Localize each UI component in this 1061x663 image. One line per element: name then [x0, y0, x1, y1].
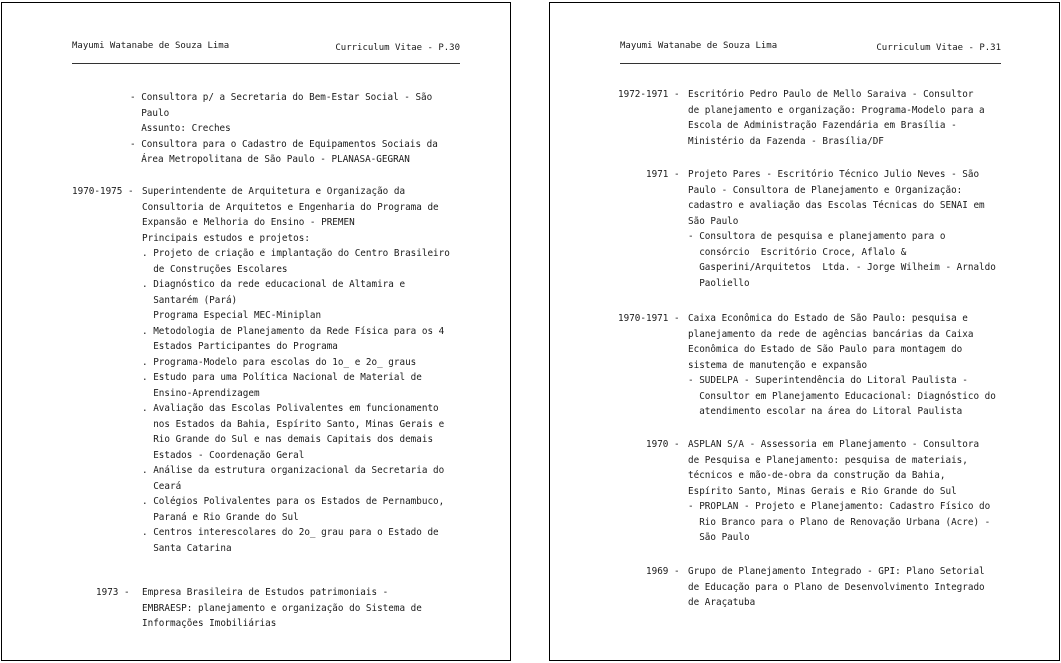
page-title: Curriculum Vitae - P.30 — [335, 43, 460, 53]
entry-line: - PROPLAN - Projeto e Planejamento: Cadastro Físico do — [688, 501, 991, 512]
entry-text — [142, 585, 422, 632]
entry-line: ASPLAN S/A - Assessoria em Planejamento - Consultora — [688, 439, 980, 450]
entry-date: 1970-1975 - — [72, 186, 134, 197]
entry-text — [142, 184, 450, 556]
entry-line: Paulo - Consultora de Planejamento e Organização: — [688, 184, 963, 196]
entry-line: Consultor em Planejamento Educacional: Diagnóstico do — [688, 390, 996, 402]
entry-line: Informações Imobiliárias — [142, 618, 277, 629]
entry-line: Superintendente de Arquitetura e Organização da — [142, 186, 406, 197]
author-name: Mayumi Watanabe de Souza Lima — [620, 41, 778, 51]
entry-text — [688, 311, 996, 420]
entry-line: Projeto Pares - Escritório Técnico Julio Neves - São — [688, 169, 980, 180]
entry-line: Paraná e Rio Grande do Sul — [142, 511, 299, 523]
entry-line: Rio Branco para o Plano de Renovação Urbana (Acre) - — [688, 516, 991, 528]
author-name: Mayumi Watanabe de Souza Lima — [72, 41, 230, 51]
entry-line: Ensino-Aprendizagem — [142, 387, 260, 399]
page-title: Curriculum Vitae - P.31 — [876, 43, 1001, 53]
entry-line: Expansão e Melhoria do Ensino - PREMEN — [142, 217, 355, 228]
entry-line: . Colégios Polivalentes para os Estados de Pernambuco, — [142, 496, 445, 507]
entry-line: . Avaliação das Escolas Polivalentes em funcionamento — [142, 403, 439, 414]
entry-line: - SUDELPA - Superintendência do Litoral Paulista - — [688, 375, 968, 386]
entry-text — [688, 87, 985, 149]
header-rule — [620, 63, 1001, 64]
entry-line: de Pesquisa e Planejamento: pesquisa de materiais, — [688, 454, 968, 466]
entry-line: . Análise da estrutura organizacional da Secretaria do — [142, 465, 445, 476]
entry-line: Estados - Coordenação Geral — [142, 449, 305, 461]
entry-line: planejamento da rede de agências bancárias da Caixa — [688, 328, 974, 340]
entry-line: Área Metropolitana de São Paulo - PLANASA-GEGRAN — [130, 154, 410, 165]
entry-line: Estados Participantes do Programa — [142, 341, 338, 352]
entry-line: de Araçatuba — [688, 597, 756, 608]
entry-line: . Projeto de criação e implantação do Centro Brasileiro — [142, 248, 450, 259]
entry-line: . Diagnóstico da rede educacional de Altamira e — [142, 279, 406, 290]
entry-line: . Metodologia de Planejamento da Rede Física para os 4 — [142, 325, 445, 337]
entry-line: . Programa-Modelo para escolas do 1o_ e 2o_ graus — [142, 356, 417, 368]
entry-line: sistema de manutenção e expansão — [688, 359, 868, 371]
entry-line: Empresa Brasileira de Estudos patrimoniais - — [142, 587, 389, 598]
entry-line: cadastro e avaliação das Escolas Técnicas do SENAI em — [688, 200, 985, 211]
entry-line: Escola de Administração Fazendária em Brasília - — [688, 120, 957, 131]
entry-line: Paulo — [130, 107, 170, 119]
entry-line: Grupo de Planejamento Integrado - GPI: Plano Setorial — [688, 566, 985, 577]
entry-line: Paoliello — [688, 277, 750, 289]
entry-text — [688, 564, 985, 611]
header-rule — [72, 63, 460, 64]
entry-line: . Estudo para uma Política Nacional de Material de — [142, 372, 422, 383]
entry-line: São Paulo — [688, 532, 750, 543]
entry-line: consórcio Escritório Croce, Aflalo & — [688, 246, 907, 258]
entry-line: - Consultora para o Cadastro de Equipamentos Sociais da — [130, 138, 438, 150]
page-header — [72, 41, 460, 57]
entry-line: Econômica do Estado de São Paulo para montagem do — [688, 344, 963, 355]
entry-line: atendimento escolar na área do Litoral Paulista — [688, 406, 963, 417]
entry-line: EMBRAESP: planejamento e organização do Sistema de — [142, 602, 422, 614]
entry-text — [688, 167, 996, 291]
entry-line: Ceará — [142, 480, 182, 492]
page-header — [620, 41, 1001, 57]
entry-line: Espírito Santo, Minas Gerais e Rio Grande do Sul — [688, 485, 957, 497]
entry-line: - Consultora p/ a Secretaria do Bem-Estar Social - São — [130, 92, 433, 103]
entry-line: . Centros interescolares do 2o_ grau para o Estado de — [142, 527, 439, 538]
entry-line: Ministério da Fazenda - Brasília/DF — [688, 135, 884, 147]
entry-line: de Construções Escolares — [142, 263, 288, 275]
entry-line: Assunto: Creches — [130, 123, 231, 134]
entry-date: 1970-1971 - — [618, 313, 680, 324]
entry-line: de Educação para o Plano de Desenvolvimento Integrado — [688, 581, 985, 593]
entry-line: - Consultora de pesquisa e planejamento para o — [688, 231, 946, 242]
entry-text — [130, 90, 438, 168]
entry-line: Escritório Pedro Paulo de Mello Saraiva - Consultor — [688, 89, 974, 100]
entry-date: 1973 - — [96, 587, 130, 598]
entry-line: Santarém (Pará) — [142, 294, 238, 306]
entry-line: Consultoria de Arquitetos e Engenharia do Programa de — [142, 201, 439, 213]
entry-line: Principais estudos e projetos: — [142, 232, 310, 244]
entry-line: de planejamento e organização: Programa-Modelo para a — [688, 104, 985, 116]
entry-line: Santa Catarina — [142, 542, 232, 554]
entry-line: nos Estados da Bahia, Espírito Santo, Minas Gerais e — [142, 418, 445, 430]
entry-date: 1971 - — [646, 169, 680, 180]
entry-line: São Paulo — [688, 215, 739, 227]
entry-line: Caixa Econômica do Estado de São Paulo: pesquisa e — [688, 313, 968, 324]
entry-date: 1969 - — [646, 566, 680, 577]
entry-date: 1970 - — [646, 439, 680, 450]
document-page-right — [549, 2, 1060, 661]
document-page-left — [1, 2, 511, 661]
entry-text — [688, 437, 990, 546]
entry-line: Gasperini/Arquitetos Ltda. - Jorge Wilheim - Arnaldo — [688, 262, 996, 273]
entry-line: técnicos e mão-de-obra da construção da Bahia, — [688, 470, 946, 481]
entry-line: Programa Especial MEC-Miniplan — [142, 310, 322, 321]
entry-line: Rio Grande do Sul e nas demais Capitais dos demais — [142, 434, 434, 445]
entry-date: 1972-1971 - — [618, 89, 680, 100]
